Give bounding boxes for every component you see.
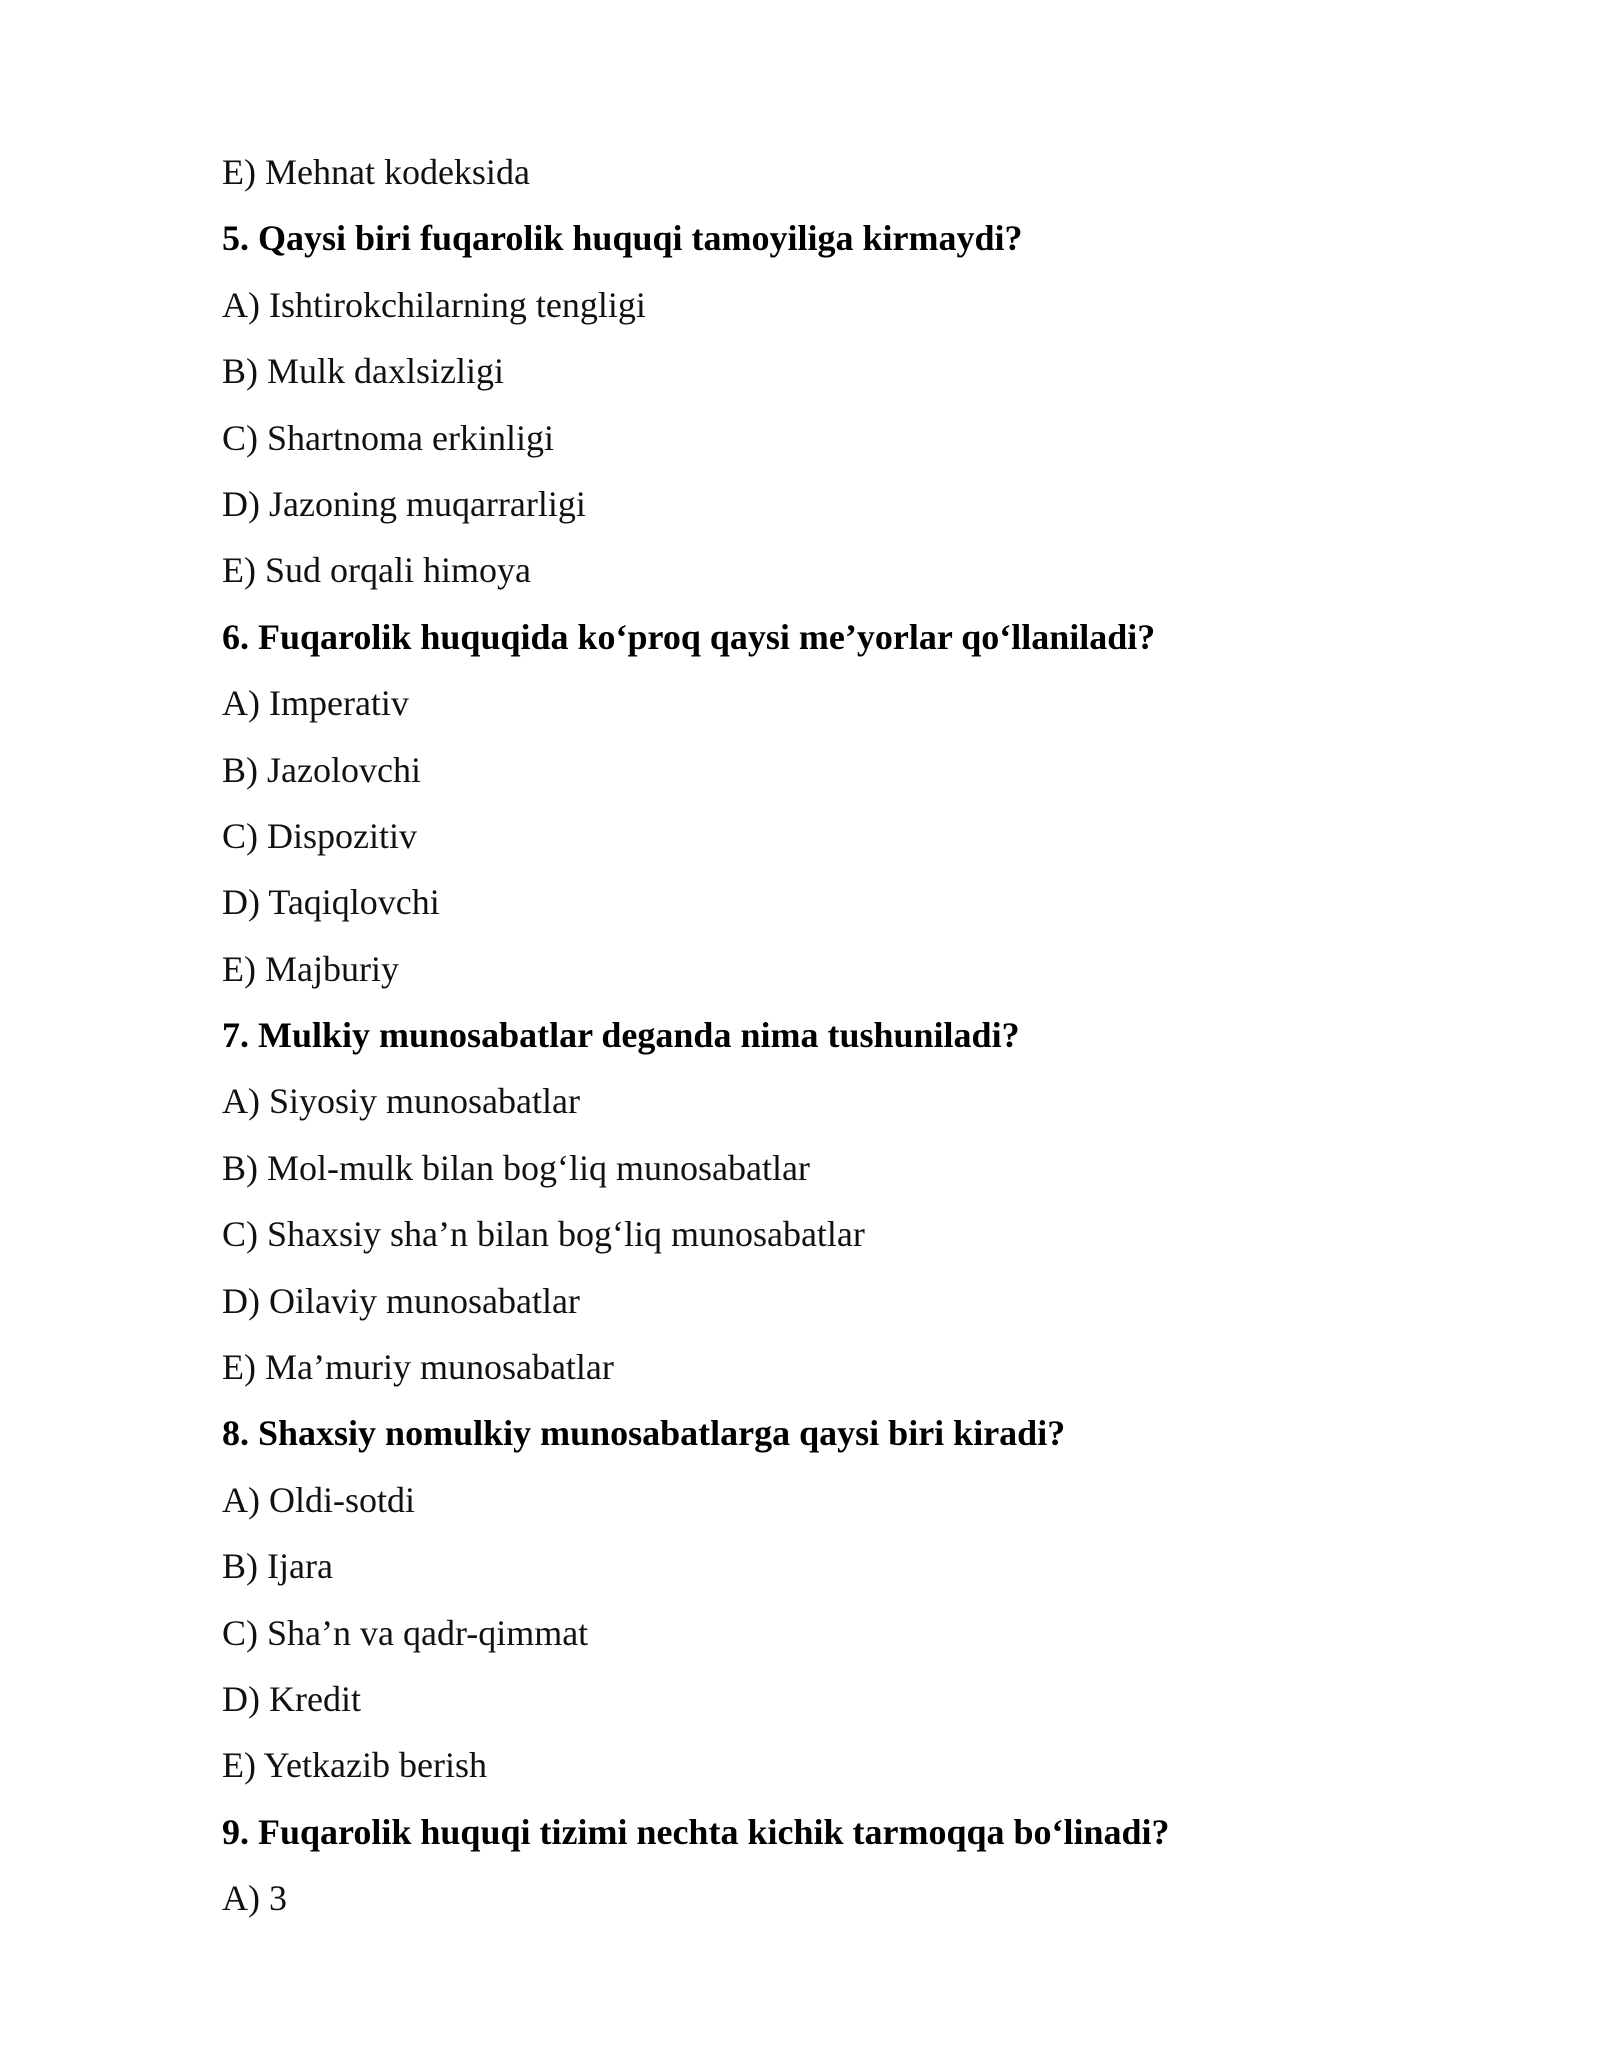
answer-option: B) Mulk daxlsizligi [222, 351, 504, 392]
answer-option: D) Taqiqlovchi [222, 882, 440, 923]
answer-option: E) Majburiy [222, 948, 399, 989]
answer-option: D) Kredit [222, 1678, 361, 1719]
answer-option: A) Siyosiy munosabatlar [222, 1081, 580, 1122]
answer-option: D) Jazoning muqarrarligi [222, 483, 586, 524]
answer-option: A) Imperativ [222, 683, 409, 724]
answer-option: C) Dispozitiv [222, 815, 417, 856]
question-text: 9. Fuqarolik huquqi tizimi nechta kichik tarmoqqa bo‘linadi? [222, 1811, 1170, 1852]
answer-option: A) 3 [222, 1878, 287, 1919]
answer-option: A) Ishtirokchilarning tengligi [222, 284, 646, 325]
answer-option: C) Shaxsiy sha’n bilan bog‘liq munosabatlar [222, 1214, 865, 1255]
answer-option: E) Ma’muriy munosabatlar [222, 1347, 614, 1388]
answer-option: D) Oilaviy munosabatlar [222, 1280, 580, 1321]
answer-option: B) Jazolovchi [222, 749, 421, 790]
answer-option: E) Yetkazib berish [222, 1745, 487, 1786]
answer-option: E) Sud orqali himoya [222, 550, 531, 591]
answer-option: C) Sha’n va qadr-qimmat [222, 1612, 589, 1653]
answer-option: A) Oldi-sotdi [222, 1479, 415, 1520]
question-text: 6. Fuqarolik huquqida ko‘proq qaysi me’yorlar qo‘llaniladi? [222, 616, 1156, 657]
quiz-content [222, 139, 1422, 1932]
answer-option: B) Ijara [222, 1546, 333, 1587]
question-text: 7. Mulkiy munosabatlar deganda nima tushuniladi? [222, 1015, 1020, 1056]
answer-option: C) Shartnoma erkinligi [222, 417, 554, 458]
answer-option: B) Mol-mulk bilan bog‘liq munosabatlar [222, 1147, 810, 1188]
answer-option: E) Mehnat kodeksida [222, 152, 530, 192]
question-text: 8. Shaxsiy nomulkiy munosabatlarga qaysi biri kiradi? [222, 1413, 1066, 1454]
question-text: 5. Qaysi biri fuqarolik huquqi tamoyiliga kirmaydi? [222, 218, 1023, 259]
